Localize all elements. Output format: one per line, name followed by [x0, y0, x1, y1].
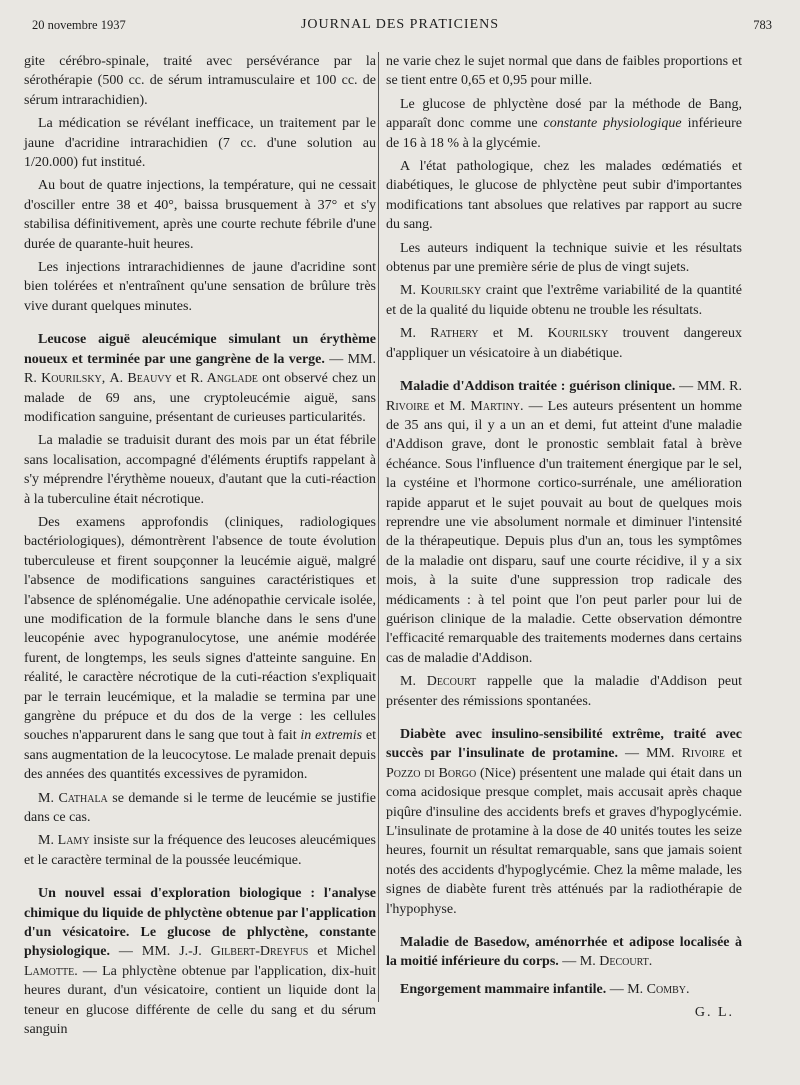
author-name: R. Kourilsky [24, 371, 102, 387]
article-phlyctene: Un nouvel essai d'exploration biologique : l'analyse chimique du liquide de phlyctène obtenue par l'application d'un vésicatoire. Le glucose de phlyctène, constante physiologique. — MM. J.-J. Gilbert-Dreyfus et Michel Lamotte. — La phlyctène obtenue par l'application, dix-huit heures durant, d'un vésicatoire, contient un liquide dont la teneur en glucose différente de celle du sang et du sérum sanguin [24, 886, 376, 1038]
author-name: Lamotte [24, 963, 75, 979]
author-name: Rivoire [681, 746, 725, 762]
paragraph: La maladie se traduisit durant des mois par un état fébrile sans localisation, accompagné d'éléments éruptifs rappelant à s'y méprendre l'érythème noueux, d'autant que la cuti-réaction à la tuberculine était nécrotique. [24, 433, 376, 507]
article-heading: Maladie d'Addison traitée : guérison clinique. [400, 379, 676, 395]
paragraph: M. Cathala se demande si le terme de leucémie se justifie dans ce cas. [24, 790, 376, 826]
discussant-name: M. Decourt [400, 674, 477, 690]
article-heading: Maladie de Basedow, aménorrhée et adipose localisée à la moitié inférieure du corps. [386, 935, 742, 970]
journal-title: JOURNAL DES PRATICIENS [300, 17, 500, 32]
paragraph: Au bout de quatre injections, la température, qui ne cessait d'osciller entre 38 et 40°, baissa brusquement à 37° et s'y stabilisa définitivement, après une courte rechute fébrile d'une durée de quarante-huit heures. [24, 178, 376, 252]
article-basedow: Maladie de Basedow, aménorrhée et adipose localisée à la moitié inférieure du corps. — M. Decourt. [386, 935, 742, 970]
article-heading: Diabète avec insulino-sensibilité extrême, traité avec succès par l'insulinate de protamine. [386, 727, 742, 762]
page-number: 783 [753, 18, 772, 32]
paragraph: M. Lamy insiste sur la fréquence des leucoses aleucémiques et le caractère terminal de la poussée leucémique. [24, 833, 377, 868]
paragraph: Les auteurs indiquent la technique suivie et les résultats obtenus par une première série de plus de vingt sujets. [386, 240, 742, 276]
paragraph: M. Kourilsky craint que l'extrême variabilité de la quantité et de la qualité du liquide obtenu ne trouble les résultats. [386, 283, 742, 318]
paragraph: M. Rathery et M. Kourilsky trouvent dangereux d'appliquer un vésicatoire à un diabétique. [386, 326, 742, 361]
article-addison: Maladie d'Addison traitée : guérison clinique. — MM. R. Rivoire et M. Martiny. — Les auteurs présentent un homme de 35 ans qui, il y a un an et demi, fut atteint d'une maladie d'Addison grave, dont le pronostic semblait fatal à brève échéance. Sous l'influence d'un traitement énergique par le sel, la cystéine et l'hormone cortico-surrénale, une amélioration rapide apparut et le sujet pouvait au bout de quelques mois reprendre une vie absolument normale et diminuer l'intensité de la thérapeutique. Depuis plus d'un an, tous les symptômes de la maladie ont disparu, sauf une courte récidive, il y a six mois, à la suite d'une suppression trop radicale des médicaments : à tel point que l'on peut parler pour lui de guérison clinique de la maladie. Cette observation démontre l'efficacité remarquable des traitements modernes dans certains cas de maladie d'Addison. [386, 379, 742, 666]
discussant-name: M. Lamy [38, 833, 90, 849]
paragraph: A l'état pathologique, chez les malades œdématiés et diabétiques, le glucose de phlyctène peut subir d'importantes modifications tant absolues que relatives par rapport au sucre du sang. [386, 159, 742, 233]
article-heading: Engorgement mammaire infantile. [400, 981, 607, 997]
column-divider [378, 52, 379, 1002]
author-signature: G. L. [694, 1005, 734, 1021]
discussant-name: M. Rathery [400, 326, 479, 342]
discussant-name: M. Kourilsky [517, 326, 609, 342]
right-column [386, 52, 742, 1023]
author-name: Comby [646, 981, 687, 997]
paragraph: M. Decourt rappelle que la maladie d'Addison peut présenter des rémissions spontanées. [386, 674, 742, 709]
paragraph: Des examens approfondis (cliniques, radiologiques bactériologiques), démontrèrent l'absence de toute évolution tuberculeuse et firent soupçonner la leucémie aiguë, malgré l'absence de modifications sanguines caractéristiques et l'absence de splénomégalie. Une adénopathie cervicale isolée, une modification de la formule blanche dans le sens d'une leucopénie avec hypogranulocytose, une anémie modérée furent, de longtemps, les seuls signes d'atteinte sanguine. En réalité, le caractère nécrotique de la cuti-réaction s'expliquait par le terrain leucémique, et la maladie se termina par une gangrène du prépuce et du dos de la verge : les cellules souches n'apparurent dans le sang que tout à fait in extremis et sans augmentation de la leucocytose. Le malade prenait depuis des années des quantités excessives de pyramidon. [24, 514, 376, 783]
author-name: Martiny [470, 398, 521, 414]
paragraph: ne varie chez le sujet normal que dans de faibles proportions et se tient entre 0,65 et 0,95 pour mille. [386, 54, 742, 89]
article-leucose: Leucose aiguë aleucémique simulant un érythème noueux et terminée par une gangrène de la verge. — MM. R. Kourilsky, A. Beauvy et R. Anglade ont observé chez un malade de 69 ans, une cryptoleucémie aiguë, sans modification sanguine, présentant de curieuses particularités. [24, 332, 377, 425]
author-name: R. Anglade [190, 371, 258, 387]
author-name: Decourt [599, 954, 649, 970]
author-name: Pozzo di Borgo [386, 765, 477, 781]
article-diabete: Diabète avec insulino-sensibilité extrême, traité avec succès par l'insulinate de protamine. — MM. Rivoire et Pozzo di Borgo (Nice) présentent une malade qui était dans un coma acidosique presque complet, mais accusait après chaque piqûre d'insuline des accidents brefs et graves d'hypoglycémie. L'insulinate de protamine à la dose de 40 unités toutes les seize heures, fournit un résultat remarquable, sans que jamais soient notés des accidents d'hypoglycémie. Chez la même malade, les signes de diabète furent très atténués par la radiothérapie de l'hypophyse. [386, 727, 743, 917]
discussant-name: M. Kourilsky [400, 283, 482, 299]
paragraph: Les injections intrarachidiennes de jaune d'acridine sont bien tolérées et n'entraînent qu'une sensation de brûlure très vive durant quelques minutes. [24, 260, 376, 314]
paragraph: Le glucose de phlyctène dosé par la méthode de Bang, apparaît donc comme une constante physiologique inférieure de 16 à 18 % à la glycémie. [386, 96, 743, 151]
article-engorgement: Engorgement mammaire infantile. — M. Comby. [400, 981, 690, 997]
left-column [24, 52, 376, 1044]
header-date: 20 novembre 1937 [32, 18, 126, 32]
author-name: J.-J. Gilbert-Dreyfus [179, 944, 309, 960]
page-header [28, 14, 772, 36]
author-name: R. Rivoire [386, 379, 742, 414]
paragraph: La médication se révélant inefficace, un traitement par le jaune d'acridine intrarachidien (7 cc. d'une solution au 1/20.000) fut institué. [24, 116, 376, 171]
author-name: A. Beauvy [109, 371, 172, 387]
paragraph: gite cérébro-spinale, traité avec persévérance par la sérothérapie (500 cc. de sérum intramusculaire et 100 cc. de sérum intrarachidien). [24, 54, 376, 108]
article-heading: Leucose aiguë aleucémique simulant un érythème noueux et terminée par une gangrène de la verge. [24, 332, 376, 367]
article-heading: Un nouvel essai d'exploration biologique : l'analyse chimique du liquide de phlyctène obtenue par l'application d'un vésicatoire. Le glucose de phlyctène, constante physiologique. [24, 886, 376, 960]
discussant-name: M. Cathala [38, 790, 108, 806]
